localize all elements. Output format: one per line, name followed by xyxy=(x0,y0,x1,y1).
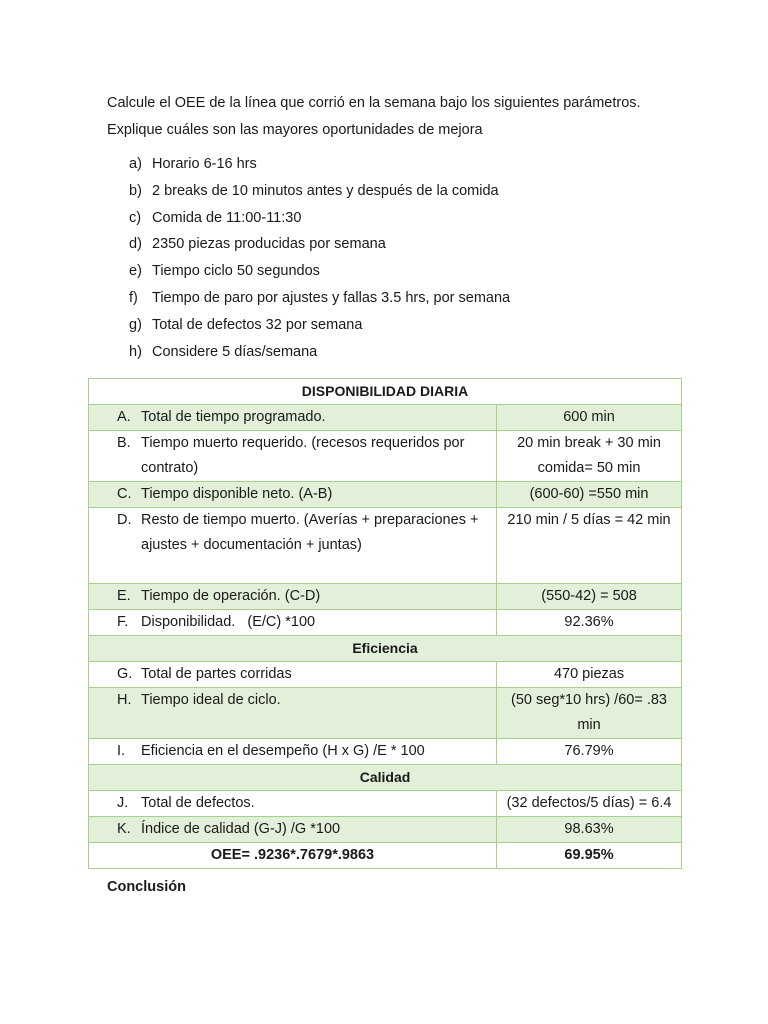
list-item xyxy=(129,312,510,339)
section-title-eficiencia: Eficiencia xyxy=(89,636,682,662)
table-row xyxy=(89,431,682,482)
table-row xyxy=(89,405,682,431)
row-value: (550-42) = 508 xyxy=(497,584,682,610)
row-label-cell xyxy=(89,431,497,482)
oee-result: 69.95% xyxy=(497,843,682,869)
row-label-cell xyxy=(89,405,497,431)
parameter-list xyxy=(129,151,510,365)
row-letter: C. xyxy=(117,486,132,502)
table-section-header xyxy=(89,379,682,405)
list-text: Considere 5 días/semana xyxy=(152,343,318,360)
row-letter: G. xyxy=(117,666,133,682)
row-label-cell xyxy=(89,610,497,636)
table-row xyxy=(89,688,682,739)
row-label: Índice de calidad (G-J) /G *100 xyxy=(141,821,341,837)
row-label-cell xyxy=(89,817,497,843)
row-value: 20 min break + 30 min comida= 50 min xyxy=(497,431,682,482)
row-value: (600-60) =550 min xyxy=(497,482,682,508)
list-marker: c) xyxy=(129,209,142,226)
row-label: Eficiencia en el desempeño (H x G) /E * 100 xyxy=(141,743,425,759)
list-text: Total de defectos 32 por semana xyxy=(152,316,363,333)
list-marker: d) xyxy=(129,236,142,253)
row-label-cell xyxy=(89,508,497,584)
row-letter: K. xyxy=(117,821,131,837)
row-label: Disponibilidad. (E/C) *100 xyxy=(141,614,316,630)
row-value: 600 min xyxy=(497,405,682,431)
table-row xyxy=(89,791,682,817)
row-value: 210 min / 5 días = 42 min xyxy=(497,508,682,584)
row-label: Resto de tiempo muerto. (Averías + preparaciones + ajustes + documentación + juntas) xyxy=(141,512,479,553)
list-marker: a) xyxy=(129,156,142,172)
list-marker: g) xyxy=(129,316,142,333)
list-marker: f) xyxy=(129,289,138,306)
table-section-header xyxy=(89,765,682,791)
list-item xyxy=(129,285,510,312)
list-text: Tiempo de paro por ajustes y fallas 3.5 hrs, por semana xyxy=(152,289,511,306)
list-marker: e) xyxy=(129,263,142,280)
instruction-line-2: Explique cuáles son las mayores oportunidades de mejora xyxy=(107,122,483,138)
table-section-header xyxy=(89,636,682,662)
section-title-calidad: Calidad xyxy=(89,765,682,791)
row-letter: B. xyxy=(117,435,131,451)
row-label: Total de partes corridas xyxy=(141,666,292,682)
instructions xyxy=(107,90,707,144)
table-row xyxy=(89,584,682,610)
row-letter: D. xyxy=(117,512,132,528)
list-text: Comida de 11:00-11:30 xyxy=(152,209,302,226)
row-letter: F. xyxy=(117,614,129,630)
row-label: Tiempo de operación. (C-D) xyxy=(141,588,321,604)
row-letter: H. xyxy=(117,692,132,708)
oee-total-row xyxy=(89,843,682,869)
row-label-cell xyxy=(89,739,497,765)
section-title-disponibilidad: DISPONIBILIDAD DIARIA xyxy=(89,379,682,405)
row-letter: J. xyxy=(117,795,129,811)
row-letter: I. xyxy=(117,743,126,759)
row-value: 470 piezas xyxy=(497,662,682,688)
row-label-cell xyxy=(89,688,497,739)
row-label-cell xyxy=(89,482,497,508)
list-item xyxy=(129,151,510,178)
row-value: 98.63% xyxy=(497,817,682,843)
table-row xyxy=(89,662,682,688)
row-letter: E. xyxy=(117,588,131,604)
oee-formula: OEE= .9236*.7679*.9863 xyxy=(89,843,497,869)
list-text: Horario 6-16 hrs xyxy=(152,156,257,172)
row-label-cell xyxy=(89,791,497,817)
table-row xyxy=(89,739,682,765)
oee-table xyxy=(88,378,682,869)
row-letter: A. xyxy=(117,409,131,425)
row-label: Tiempo muerto requerido. (recesos requeridos por contrato) xyxy=(141,435,465,476)
row-label: Total de tiempo programado. xyxy=(141,409,326,425)
list-marker: b) xyxy=(129,182,142,199)
table-row xyxy=(89,817,682,843)
list-text: Tiempo ciclo 50 segundos xyxy=(152,263,320,280)
row-label-cell xyxy=(89,662,497,688)
row-label: Tiempo ideal de ciclo. xyxy=(141,692,281,708)
list-marker: h) xyxy=(129,343,142,360)
list-item xyxy=(129,205,510,232)
row-label-cell xyxy=(89,584,497,610)
list-text: 2 breaks de 10 minutos antes y después de la comida xyxy=(152,182,499,199)
row-label: Tiempo disponible neto. (A-B) xyxy=(141,486,333,502)
row-value: 76.79% xyxy=(497,739,682,765)
list-text: 2350 piezas producidas por semana xyxy=(152,236,386,253)
table-row xyxy=(89,508,682,584)
list-item xyxy=(129,339,510,366)
row-value: 92.36% xyxy=(497,610,682,636)
instruction-line-1: Calcule el OEE de la línea que corrió en la semana bajo los siguientes parámetros. xyxy=(107,95,641,111)
list-item xyxy=(129,231,510,258)
table-row xyxy=(89,610,682,636)
row-value: (32 defectos/5 días) = 6.4 xyxy=(497,791,682,817)
table-row xyxy=(89,482,682,508)
row-label: Total de defectos. xyxy=(141,795,255,811)
conclusion-heading: Conclusión xyxy=(107,879,186,895)
list-item xyxy=(129,258,510,285)
row-value: (50 seg*10 hrs) /60= .83 min xyxy=(497,688,682,739)
list-item xyxy=(129,178,510,205)
